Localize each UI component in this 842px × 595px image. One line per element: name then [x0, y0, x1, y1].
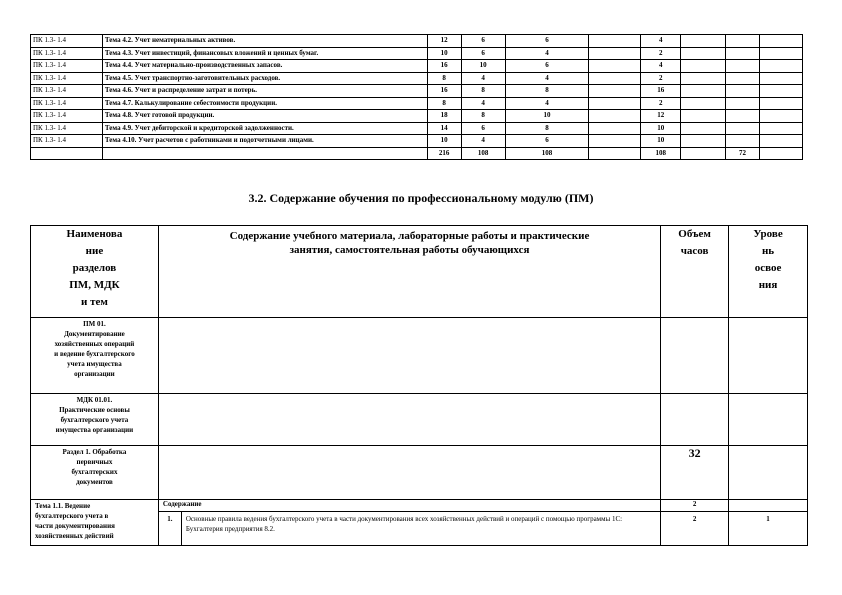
hours-cell — [726, 35, 760, 48]
hours-cell — [589, 147, 641, 160]
hours-cell: 108 — [641, 147, 681, 160]
pm-hours-cell — [661, 318, 729, 394]
hours-cell — [726, 72, 760, 85]
cell-line: ние — [85, 245, 104, 257]
table-row — [31, 85, 803, 98]
cell-line: бухгалтерских — [71, 468, 118, 476]
pm-row — [31, 318, 808, 394]
hours-cell: 12 — [427, 35, 461, 48]
hours-cell — [760, 35, 803, 48]
hours-cell: 6 — [461, 47, 505, 60]
main-table — [30, 225, 808, 546]
hours-cell — [760, 135, 803, 148]
hours-cell: 10 — [641, 122, 681, 135]
cell-line: и тем — [81, 296, 108, 308]
hours-cell: 6 — [505, 35, 589, 48]
hours-cell: 4 — [505, 97, 589, 110]
hours-cell — [760, 60, 803, 73]
theme-cell: Тема 4.7. Калькулирование себестоимости продукции. — [102, 97, 427, 110]
hours-cell: 8 — [461, 110, 505, 123]
section1-level-cell — [729, 446, 808, 500]
cell-line: Урове — [753, 228, 783, 240]
hours-cell: 108 — [461, 147, 505, 160]
content-level-cell — [729, 500, 808, 512]
hours-cell: 10 — [427, 135, 461, 148]
theme-cell: Тема 4.3. Учет инвестиций, финансовых вложений и ценных бумаг. — [102, 47, 427, 60]
hours-cell — [589, 72, 641, 85]
hours-cell — [681, 72, 726, 85]
cell-line: нь — [761, 245, 775, 257]
header-name-cell — [31, 226, 159, 318]
hours-cell — [726, 60, 760, 73]
hours-cell — [681, 97, 726, 110]
content-hours: 2 — [661, 500, 729, 512]
mdk-level-cell — [729, 394, 808, 446]
cell-line: бухгалтерского учета в — [35, 512, 109, 520]
hours-cell — [760, 122, 803, 135]
hours-cell — [726, 85, 760, 98]
hours-cell — [726, 97, 760, 110]
table-row — [31, 135, 803, 148]
hours-cell: 18 — [427, 110, 461, 123]
hours-cell: 16 — [641, 85, 681, 98]
cell-line: Объем — [678, 228, 711, 240]
hours-cell: 8 — [427, 72, 461, 85]
theme-cell: Тема 4.9. Учет дебиторской и кредиторской задолженности. — [102, 122, 427, 135]
hours-cell — [681, 60, 726, 73]
table-row — [31, 110, 803, 123]
hours-cell — [760, 47, 803, 60]
hours-cell: 6 — [461, 122, 505, 135]
hours-cell: 6 — [505, 135, 589, 148]
item-level: 1 — [729, 512, 808, 546]
hours-cell: 4 — [505, 47, 589, 60]
hours-cell — [760, 72, 803, 85]
hours-cell: 4 — [641, 60, 681, 73]
hours-cell — [681, 110, 726, 123]
competence-code-cell: ПК 1.3- 1.4 — [31, 47, 103, 60]
cell-line: организации — [74, 370, 115, 378]
hours-cell — [681, 85, 726, 98]
theme-cell: Тема 4.8. Учет готовой продукции. — [102, 110, 427, 123]
mdk-hours-cell — [661, 394, 729, 446]
hours-cell: 4 — [461, 135, 505, 148]
hours-cell — [589, 35, 641, 48]
hours-cell: 6 — [461, 35, 505, 48]
cell-line: части документирования — [35, 522, 115, 530]
cell-line: Раздел 1. Обработка — [62, 448, 127, 456]
header-level-cell — [729, 226, 808, 318]
table-row — [31, 35, 803, 48]
section1-content-cell — [158, 446, 660, 500]
theme-cell: Тема 4.5. Учет транспортно-заготовительных расходов. — [102, 72, 427, 85]
hours-cell: 4 — [461, 72, 505, 85]
competence-code-cell: ПК 1.3- 1.4 — [31, 85, 103, 98]
cell-line: Тема 1.1. Ведение — [35, 502, 91, 510]
hours-cell: 10 — [505, 110, 589, 123]
hours-cell: 16 — [427, 85, 461, 98]
pm-level-cell — [729, 318, 808, 394]
hours-cell: 12 — [641, 110, 681, 123]
hours-cell — [726, 122, 760, 135]
hours-cell — [681, 122, 726, 135]
topic-cell — [31, 500, 159, 546]
competence-code-cell: ПК 1.3- 1.4 — [31, 60, 103, 73]
section1-cell — [31, 446, 159, 500]
cell-line: хозяйственных действий — [35, 532, 114, 540]
pm-content-cell — [158, 318, 660, 394]
hours-cell — [589, 110, 641, 123]
cell-line: ПМ 01. — [83, 320, 106, 328]
hours-cell — [589, 60, 641, 73]
content-label: Содержание — [158, 500, 660, 512]
competence-code-cell: ПК 1.3- 1.4 — [31, 97, 103, 110]
mdk-content-cell — [158, 394, 660, 446]
hours-cell: 216 — [427, 147, 461, 160]
hours-cell — [726, 47, 760, 60]
theme-cell: Тема 4.6. Учет и распределение затрат и потерь. — [102, 85, 427, 98]
hours-cell: 4 — [461, 97, 505, 110]
cell-line: бухгалтерского учета — [60, 416, 129, 424]
hours-cell — [589, 47, 641, 60]
hours-cell: 72 — [726, 147, 760, 160]
theme-cell — [102, 147, 427, 160]
competence-code-cell: ПК 1.3- 1.4 — [31, 35, 103, 48]
hours-cell — [726, 135, 760, 148]
cell-line: Документирование — [64, 330, 125, 338]
mdk-cell — [31, 394, 159, 446]
cell-line: освое — [754, 262, 782, 274]
cell-line: хозяйственных операций — [54, 340, 135, 348]
item-text: Основные правила ведения бухгалтерского учета в части документирования всех хозяйственных действий и операций с помощью программы 1С: Бухгалтерия предприятия 8.2. — [181, 512, 660, 546]
hours-cell: 4 — [505, 72, 589, 85]
section1-hours: 32 — [661, 446, 729, 500]
section-heading: 3.2. Содержание обучения по профессиональному модулю (ПМ) — [248, 191, 594, 205]
hours-cell: 8 — [427, 97, 461, 110]
cell-line: разделов — [72, 262, 117, 274]
competence-code-cell: ПК 1.3- 1.4 — [31, 72, 103, 85]
competence-code-cell: ПК 1.3- 1.4 — [31, 122, 103, 135]
cell-line: ния — [758, 279, 778, 291]
hours-cell: 10 — [461, 60, 505, 73]
table-row — [31, 72, 803, 85]
table-row — [31, 122, 803, 135]
hours-cell: 8 — [505, 85, 589, 98]
hours-cell: 4 — [641, 35, 681, 48]
cell-line: ПМ, МДК — [69, 279, 120, 291]
hours-cell — [726, 110, 760, 123]
hours-cell: 16 — [427, 60, 461, 73]
hours-cell — [760, 147, 803, 160]
hours-cell — [589, 85, 641, 98]
theme-cell: Тема 4.10. Учет расчетов с работниками и подотчетными лицами. — [102, 135, 427, 148]
hours-cell: 2 — [641, 47, 681, 60]
hours-cell — [681, 35, 726, 48]
hours-cell: 2 — [641, 97, 681, 110]
hours-cell: 10 — [427, 47, 461, 60]
item-number: 1. — [158, 512, 181, 546]
cell-line: занятия, самостоятельная работы обучающихся — [289, 244, 530, 256]
hours-cell — [589, 122, 641, 135]
competence-code-cell — [31, 147, 103, 160]
topic-content-row — [31, 500, 808, 512]
cell-line: и ведение бухгалтерского — [54, 350, 135, 358]
cell-line: часов — [680, 245, 709, 257]
table-row — [31, 60, 803, 73]
hours-cell — [760, 110, 803, 123]
competence-code-cell: ПК 1.3- 1.4 — [31, 135, 103, 148]
hours-cell: 8 — [461, 85, 505, 98]
table-row — [31, 147, 803, 160]
hours-cell — [681, 147, 726, 160]
theme-cell: Тема 4.2. Учет нематериальных активов. — [102, 35, 427, 48]
hours-cell: 108 — [505, 147, 589, 160]
hours-cell: 2 — [641, 72, 681, 85]
section1-row — [31, 446, 808, 500]
cell-line: имущества организации — [55, 426, 134, 434]
hours-cell — [760, 85, 803, 98]
hours-cell — [760, 97, 803, 110]
mdk-row — [31, 394, 808, 446]
pm-cell — [31, 318, 159, 394]
table-row — [31, 47, 803, 60]
cell-line: Наименова — [66, 228, 123, 240]
cell-line: МДК 01.01. — [76, 396, 113, 404]
hours-cell — [589, 135, 641, 148]
hours-cell — [589, 97, 641, 110]
hours-cell: 6 — [505, 60, 589, 73]
header-row — [31, 226, 808, 318]
hours-cell: 8 — [505, 122, 589, 135]
cell-line: документов — [76, 478, 113, 486]
cell-line: Содержание учебного материала, лабораторные работы и практические — [229, 230, 590, 242]
top-table — [30, 34, 803, 160]
cell-line: учета имущества — [67, 360, 122, 368]
hours-cell — [681, 47, 726, 60]
competence-code-cell: ПК 1.3- 1.4 — [31, 110, 103, 123]
item-hours: 2 — [661, 512, 729, 546]
theme-cell: Тема 4.4. Учет материально-производственных запасов. — [102, 60, 427, 73]
table-row — [31, 97, 803, 110]
hours-cell: 14 — [427, 122, 461, 135]
cell-line: первичных — [76, 458, 113, 466]
cell-line: Практические основы — [59, 406, 130, 414]
header-hours-cell — [661, 226, 729, 318]
hours-cell: 10 — [641, 135, 681, 148]
hours-cell — [681, 135, 726, 148]
header-content-cell — [158, 226, 660, 318]
